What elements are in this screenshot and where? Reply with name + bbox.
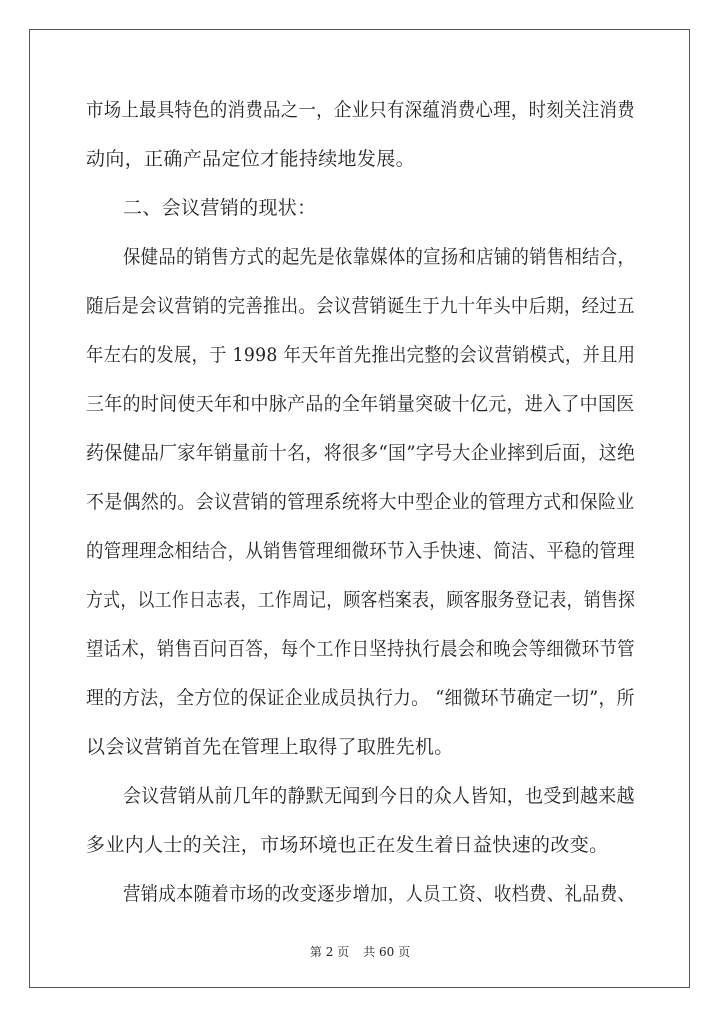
text-line: 动向，正确产品定位才能持续地发展。	[86, 148, 415, 170]
text-line: 药保健品厂家年销量前十名，将很多“国”字号大企业摔到后面，这绝	[86, 442, 636, 464]
page-number: 第 2 页	[309, 945, 350, 959]
text-line: 不是偶然的。会议营销的管理系统将大中型企业的管理方式和保险业	[86, 491, 635, 513]
text-line: 随后是会议营销的完善推出。会议营销诞生于九十年头中后期，经过五	[86, 295, 635, 317]
text-line: 以会议营销首先在管理上取得了取胜先机。	[86, 736, 454, 758]
text-line: 保健品的销售方式的起先是依靠媒体的宣扬和店铺的销售相结合，	[123, 246, 636, 268]
text-line: 年左右的发展，于 1998 年天年首先推出完整的会议营销模式，并且用	[86, 344, 636, 366]
text-line: 的管理理念相结合，从销售管理细微环节入手快速、简洁、平稳的管理	[86, 540, 635, 562]
page-footer	[0, 944, 720, 960]
text-line: 营销成本随着市场的改变逐步增加，人员工资、收档费、礼品费、	[123, 883, 636, 905]
text-line: 理的方法，全方位的保证企业成员执行力。 “细微环节确定一切”，所	[86, 687, 635, 709]
text-line: 望话术，销售百问百答，每个工作日坚持执行晨会和晚会等细微环节管	[86, 638, 635, 660]
text-line: 市场上最具特色的消费品之一，企业只有深蕴消费心理，时刻关注消费	[86, 99, 635, 121]
page-total: 共 60 页	[363, 945, 411, 959]
text-line: 方式，以工作日志表，工作周记，顾客档案表，顾客服务登记表，销售探	[86, 589, 636, 611]
text-line: 多业内人士的关注，市场环境也正在发生着日益快速的改变。	[86, 834, 609, 856]
text-line: 会议营销从前几年的静默无闻到今日的众人皆知，也受到越来越	[123, 785, 635, 807]
text-line: 三年的时间使天年和中脉产品的全年销量突破十亿元，进入了中国医	[86, 393, 635, 415]
section-heading: 二、会议营销的现状：	[123, 197, 317, 219]
